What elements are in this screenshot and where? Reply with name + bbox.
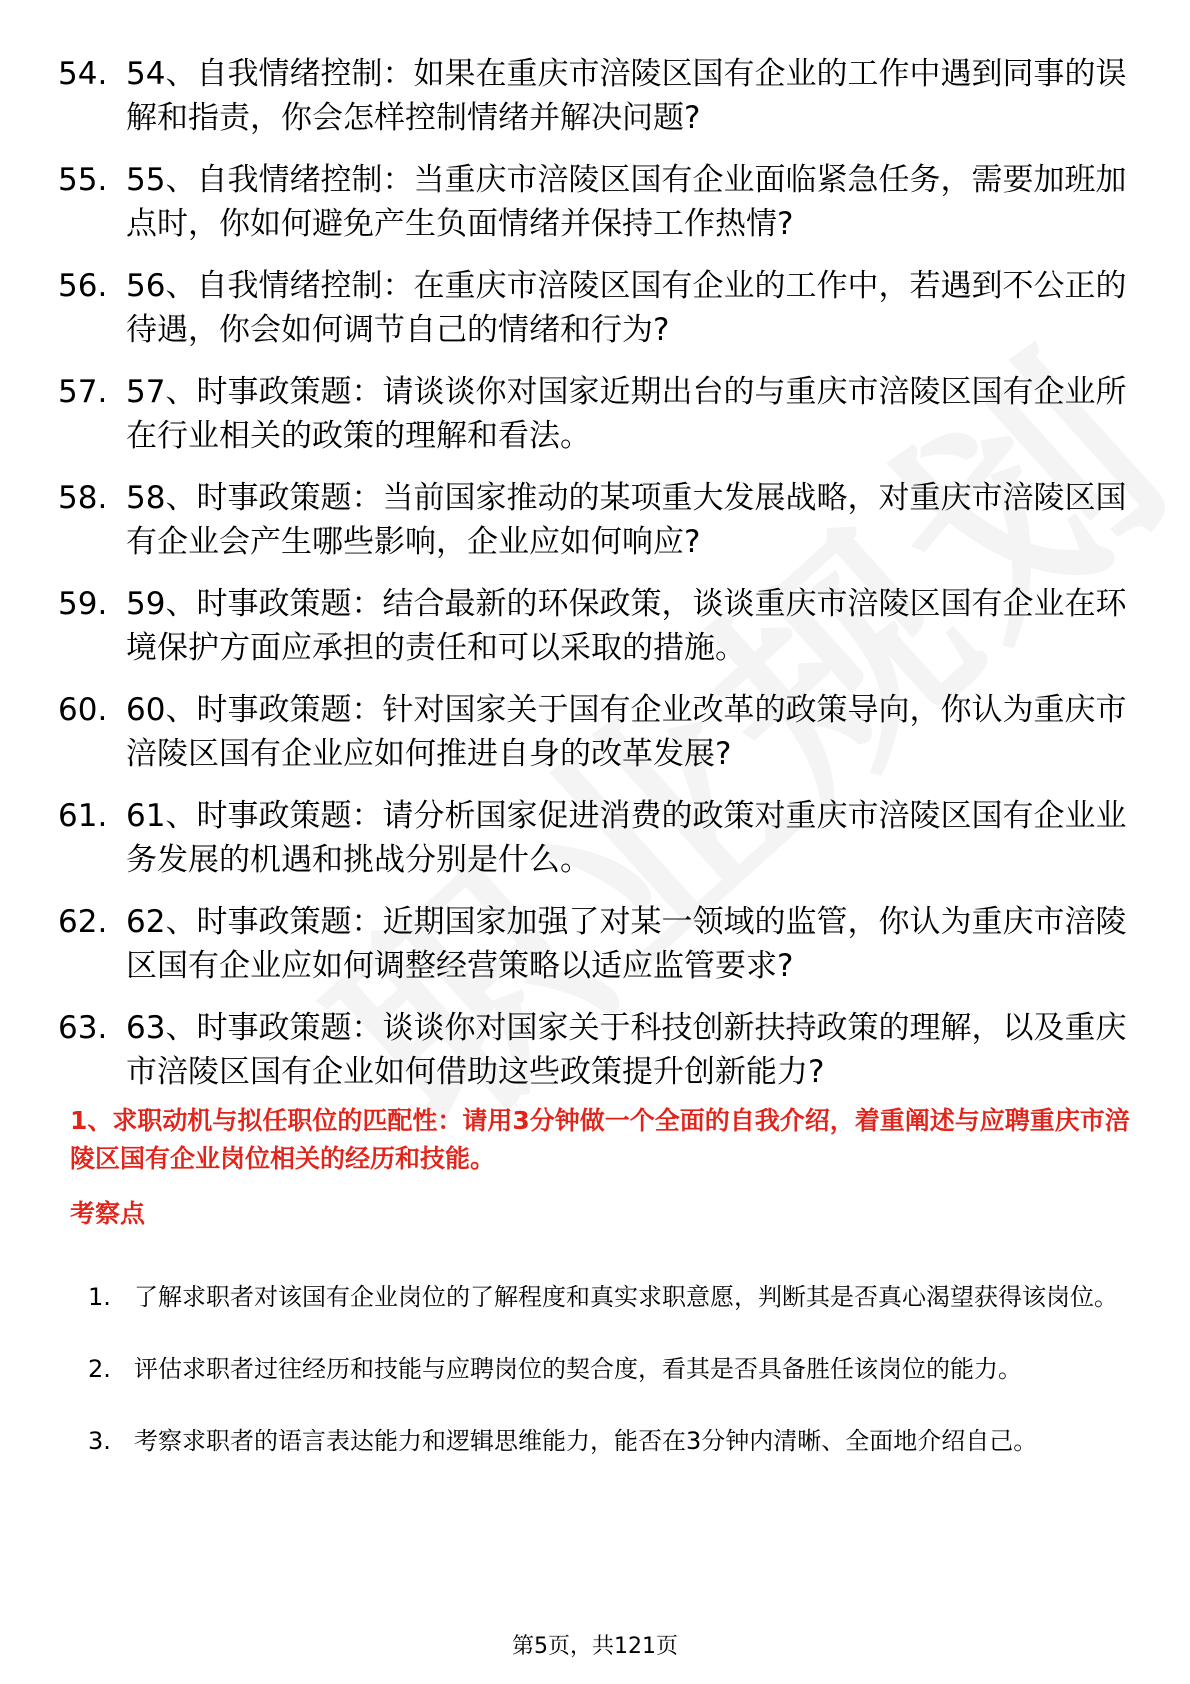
item-text: 62、时事政策题：近期国家加强了对某一领域的监管，你认为重庆市涪陵区国有企业应如何调整经营策略以适应监管要求? (126, 904, 1127, 984)
list-item (58, 476, 1138, 564)
list-item (58, 52, 1138, 140)
item-number: 56. (58, 268, 108, 304)
item-text: 54、自我情绪控制：如果在重庆市涪陵区国有企业的工作中遇到同事的误解和指责，你会怎样控制情绪并解决问题? (126, 56, 1127, 136)
item-text: 56、自我情绪控制：在重庆市涪陵区国有企业的工作中，若遇到不公正的待遇，你会如何调节自己的情绪和行为? (126, 268, 1127, 348)
page-footer: 第5页，共121页 (512, 1634, 678, 1659)
item-text: 63、时事政策题：谈谈你对国家关于科技创新扶持政策的理解，以及重庆市涪陵区国有企业如何借助这些政策提升创新能力? (126, 1010, 1127, 1090)
item-text: 60、时事政策题：针对国家关于国有企业改革的政策导向，你认为重庆市涪陵区国有企业应如何推进自身的改革发展? (126, 692, 1127, 772)
list-item (58, 1006, 1138, 1094)
item-number: 61. (58, 798, 108, 834)
list-item (80, 1340, 1130, 1398)
item-text: 考察求职者的语言表达能力和逻辑思维能力，能否在3分钟内清晰、全面地介绍自己。 (134, 1427, 1038, 1455)
item-number: 60. (58, 692, 108, 728)
item-number: 55. (58, 162, 108, 198)
item-number: 63. (58, 1010, 108, 1046)
list-item (58, 688, 1138, 776)
exam-points-heading: 考察点 (70, 1199, 146, 1228)
question-list (58, 52, 1138, 1112)
item-text: 57、时事政策题：请谈谈你对国家近期出台的与重庆市涪陵区国有企业所在行业相关的政策的理解和看法。 (126, 374, 1127, 454)
list-item (58, 158, 1138, 246)
item-text: 59、时事政策题：结合最新的环保政策，谈谈重庆市涪陵区国有企业在环境保护方面应承担的责任和可以采取的措施。 (126, 586, 1127, 666)
item-text: 61、时事政策题：请分析国家促进消费的政策对重庆市涪陵区国有企业业务发展的机遇和挑战分别是什么。 (126, 798, 1127, 878)
exam-points-list (80, 1268, 1130, 1484)
section-title: 1、求职动机与拟任职位的匹配性：请用3分钟做一个全面的自我介绍，着重阐述与应聘重庆市涪陵区国有企业岗位相关的经历和技能。 (70, 1106, 1130, 1173)
list-item (58, 370, 1138, 458)
list-item (80, 1412, 1130, 1470)
item-text: 58、时事政策题：当前国家推动的某项重大发展战略，对重庆市涪陵区国有企业会产生哪些影响，企业应如何响应? (126, 480, 1127, 560)
list-item (58, 582, 1138, 670)
list-item (80, 1268, 1130, 1326)
item-number: 1. (88, 1283, 111, 1311)
item-number: 59. (58, 586, 108, 622)
list-item (58, 900, 1138, 988)
item-number: 58. (58, 480, 108, 516)
item-text: 55、自我情绪控制：当重庆市涪陵区国有企业面临紧急任务，需要加班加点时，你如何避免产生负面情绪并保持工作热情? (126, 162, 1127, 242)
item-number: 3. (88, 1427, 111, 1455)
item-number: 54. (58, 56, 108, 92)
item-number: 2. (88, 1355, 111, 1383)
item-text: 评估求职者过往经历和技能与应聘岗位的契合度，看其是否具备胜任该岗位的能力。 (134, 1355, 1022, 1383)
list-item (58, 264, 1138, 352)
item-text: 了解求职者对该国有企业岗位的了解程度和真实求职意愿，判断其是否真心渴望获得该岗位。 (134, 1283, 1118, 1311)
list-item (58, 794, 1138, 882)
item-number: 57. (58, 374, 108, 410)
item-number: 62. (58, 904, 108, 940)
